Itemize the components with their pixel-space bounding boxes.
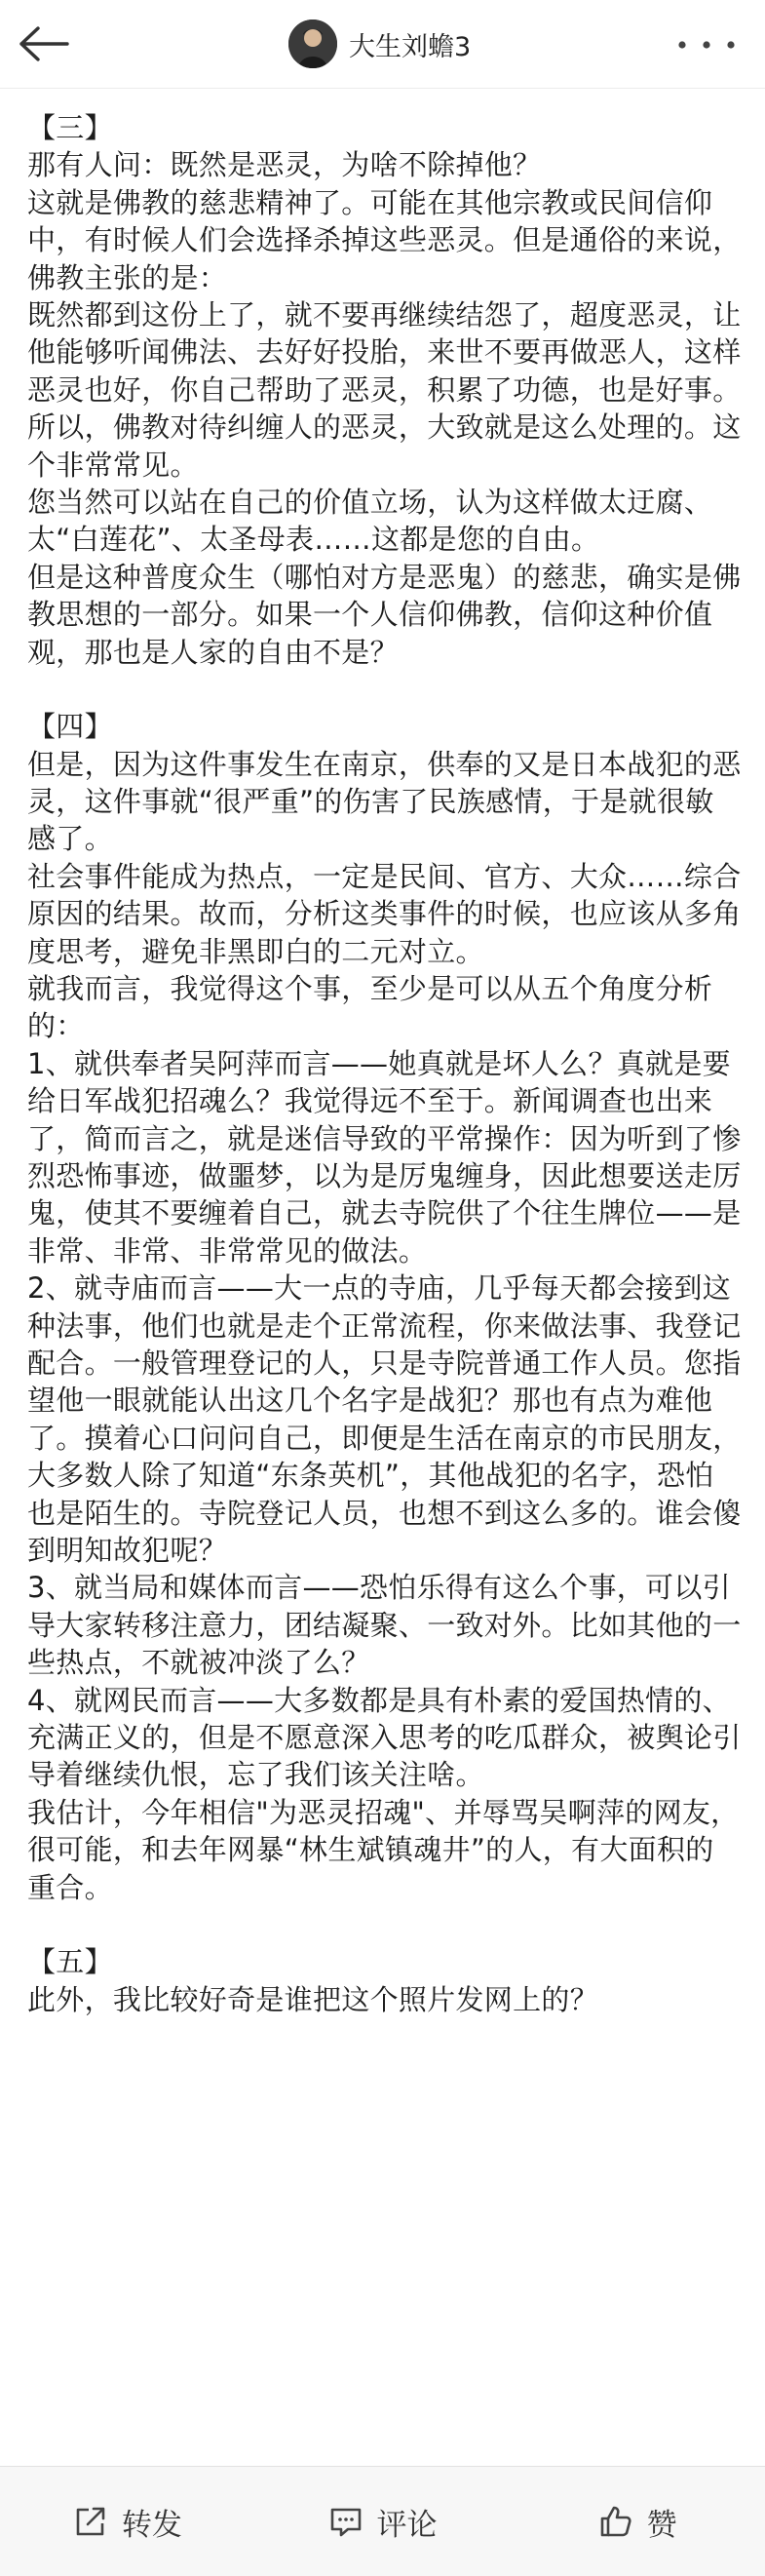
article-content [0,88,765,2467]
repost-label: 转发 [121,2507,182,2543]
paragraph-spacer [27,1906,742,1943]
section-heading: 【四】 [27,710,113,744]
article-paragraph: 既然都到这份上了，就不要再继续结怨了，超度恶灵，让他能够听闻佛法、去好好投胎，来世不要再做恶人，这样恶灵也好，你自己帮助了恶灵，积累了功德，也是好事。 [27,298,742,407]
article-paragraph: 那有人问：既然是恶灵，为啥不除掉他？ [27,148,542,182]
article-body [0,88,765,2018]
comment-button[interactable] [255,2467,511,2576]
like-label: 赞 [646,2507,677,2543]
article-paragraph: 所以，佛教对待纠缠人的恶灵，大致就是这么处理的。这个非常常见。 [27,410,742,482]
repost-button[interactable] [0,2467,255,2576]
article-paragraph: 4、就网民而言——大多数都是具有朴素的爱国热情的、充满正义的，但是不愿意深入思考的吃瓜群众，被舆论引导着继续仇恨，忘了我们该关注啥。 [27,1683,742,1792]
more-options-button[interactable] [668,25,746,64]
article-paragraph: 2、就寺庙而言——大一点的寺庙，几乎每天都会接到这种法事，他们也就是走个正常流程，你来做法事、我登记配合。一般管理登记的人，只是寺院普通工作人员。您指望他一眼就能认出这几个名字是战犯？那也有点为难他了。摸着心口问问自己，即便是生活在南京的市民朋友，大多数人除了知道“东条英机”，其他战犯的名字，恐怕也是陌生的。寺院登记人员，也想不到这么多的。谁会傻到明知故犯呢？ [27,1271,742,1568]
section-heading: 【五】 [27,1945,113,1979]
section-heading: 【三】 [27,111,113,144]
article-paragraph: 但是这种普度众生（哪怕对方是恶鬼）的慈悲，确实是佛教思想的一部分。如果一个人信仰佛教，信仰这种价值观，那也是人家的自由不是？ [27,560,742,669]
paragraph-spacer [27,671,742,708]
thumbs-up-icon [598,2504,633,2539]
avatar[interactable] [288,20,337,68]
article-paragraph: 这就是佛教的慈悲精神了。可能在其他宗教或民间信仰中，有时候人们会选择杀掉这些恶灵。但是通俗的来说，佛教主张的是： [27,185,742,294]
back-button[interactable] [14,16,72,72]
top-nav-bar [0,0,765,89]
article-paragraph: 就我而言，我觉得这个事，至少是可以从五个角度分析的： [27,971,713,1043]
comment-icon [328,2504,363,2539]
author-name[interactable]: 大生刘蟾3 [349,31,472,62]
article-paragraph: 您当然可以站在自己的价值立场，认为这样做太迂腐、太“白莲花”、太圣母表……这都是您的自由。 [27,486,713,557]
bottom-action-bar [0,2466,765,2576]
article-paragraph: 但是，因为这件事发生在南京，供奉的又是日本战犯的恶灵，这件事就“很严重”的伤害了民族感情，于是就很敏感了。 [27,747,742,856]
more-dots-icon [672,38,741,52]
author-info[interactable] [288,18,471,70]
article-paragraph: 社会事件能成为热点，一定是民间、官方、大众……综合原因的结果。故而，分析这类事件的时候，也应该从多角度思考，避免非黑即白的二元对立。 [27,859,742,968]
like-button[interactable] [510,2467,765,2576]
article-paragraph: 我估计，今年相信"为恶灵招魂"、并辱骂吴啊萍的网友，很可能，和去年网暴“林生斌镇魂井”的人，有大面积的重合。 [27,1795,740,1904]
repost-icon [73,2504,108,2539]
arrow-left-icon [17,25,69,62]
article-paragraph: 1、就供奉者吴阿萍而言——她真就是坏人么？真就是要给日军战犯招魂么？我觉得远不至于。新闻调查也出来了，简而言之，就是迷信导致的平常操作：因为听到了惨烈恐怖事迹，做噩梦，以为是厉鬼缠身，因此想要送走厉鬼，使其不要缠着自己，就去寺院供了个往生牌位——是非常、非常、非常常见的做法。 [27,1046,742,1268]
article-paragraph: 3、就当局和媒体而言——恐怕乐得有这么个事，可以引导大家转移注意力，团结凝聚、一致对外。比如其他的一些热点，不就被冲淡了么？ [27,1571,742,1680]
comment-label: 评论 [376,2507,438,2543]
avatar-icon [288,20,337,68]
article-paragraph: 此外，我比较好奇是谁把这个照片发网上的？ [27,1982,599,2016]
